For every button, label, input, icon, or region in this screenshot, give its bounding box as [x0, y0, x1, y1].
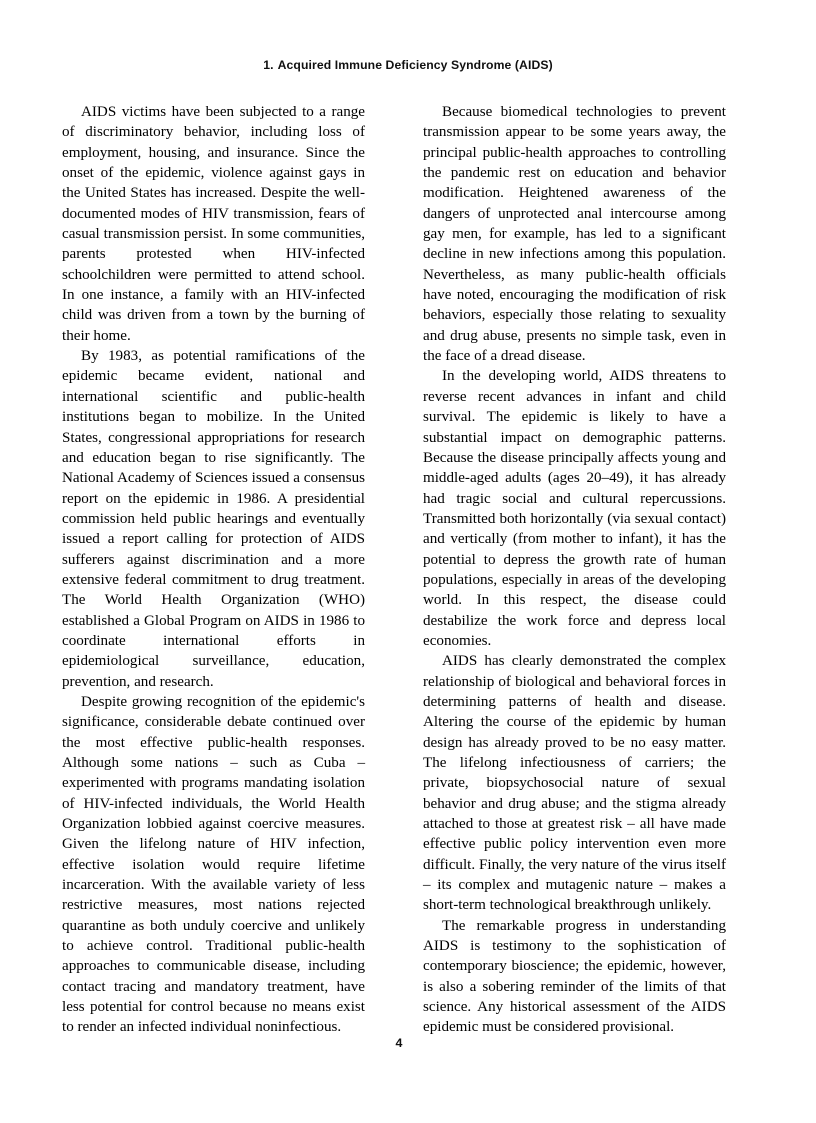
chapter-number: 1.: [263, 58, 274, 72]
paragraph: AIDS victims have been subjected to a range of discriminatory behavior, including loss of employment, housing, and insurance. Since the onset of the epidemic, violence against gays in the United States has increased. Despite the well-documented modes of HIV transmission, fears of casual transmission persist. In some communities, parents protested when HIV-infected schoolchildren were permitted to attend school. In one instance, a family with an HIV-infected child was driven from a town by the burning of their home.: [62, 104, 365, 344]
right-column: [423, 102, 726, 1038]
running-head: [0, 58, 816, 72]
left-column: [62, 102, 365, 1038]
paragraph: Because biomedical technologies to prevent transmission appear to be some years away, the principal public-health approaches to controlling the pandemic rest on education and behavior modification. Heightened awareness of the dangers of unprotected anal intercourse among gay men, for example, has led to a significant decline in new infections among this population. Nevertheless, as many public-health officials have noted, encouraging the modification of risk behaviors, especially those relating to sexuality and drug abuse, presents no simple task, even in the face of a dread disease.: [423, 104, 726, 365]
page-number-value: 4: [395, 1036, 403, 1050]
chapter-title: Acquired Immune Deficiency Syndrome (AIDS): [277, 58, 553, 72]
paragraph: By 1983, as potential ramifications of the epidemic became evident, national and international scientific and public-health institutions began to mobilize. In the United States, congressional appropriations for research and education began to rise significantly. The National Academy of Sciences issued a consensus report on the epidemic in 1986. A presidential commission held public hearings and eventually issued a report calling for protection of AIDS sufferers against discrimination and a more extensive federal commitment to drug treatment. The World Health Organization (WHO) established a Global Program on AIDS in 1986 to coordinate international efforts in epidemiological surveillance, education, prevention, and research.: [62, 348, 365, 690]
paragraph: AIDS has clearly demonstrated the complex relationship of biological and behavioral forces in determining patterns of health and disease. Altering the course of the epidemic by human design has already proved to be no easy matter. The lifelong infectiousness of carriers; the private, biopsychosocial nature of sexual behavior and drug abuse; and the stigma already attached to those at greatest risk – all have made effective public policy intervention even more difficult. Finally, the very nature of the virus itself – its complex and mutagenic nature – makes a short-term technological breakthrough unlikely.: [423, 653, 726, 914]
paragraph: In the developing world, AIDS threatens to reverse recent advances in infant and child survival. The epidemic is likely to have a substantial impact on demographic patterns. Because the disease principally affects young and middle-aged adults (ages 20–49), it has already had tragic social and cultural repercussions. Transmitted both horizontally (via sexual contact) and vertically (from mother to infant), it has the potential to depress the growth rate of human populations, especially in areas of the developing world. In this respect, the disease could destabilize the work force and depress local economies.: [423, 368, 726, 649]
body-columns: [62, 102, 726, 1038]
paragraph: The remarkable progress in understanding AIDS is testimony to the sophistication of contemporary bioscience; the epidemic, however, is also a sobering reminder of the limits of that science. Any historical assessment of the AIDS epidemic must be considered provisional.: [423, 917, 726, 1036]
paragraph: Despite growing recognition of the epidemic's significance, considerable debate continued over the most effective public-health responses. Although some nations – such as Cuba – experimented with programs mandating isolation of HIV-infected individuals, the World Health Organization lobbied against coercive measures. Given the lifelong nature of HIV infection, effective isolation would require lifetime incarceration. With the available variety of less restrictive measures, most nations rejected quarantine as both unduly coercive and unlikely to achieve control. Traditional public-health approaches to communicable disease, including contact tracing and mandatory treatment, have less potential for control because no means exist to render an infected individual noninfectious.: [62, 693, 365, 1036]
page-number: [0, 1036, 816, 1050]
